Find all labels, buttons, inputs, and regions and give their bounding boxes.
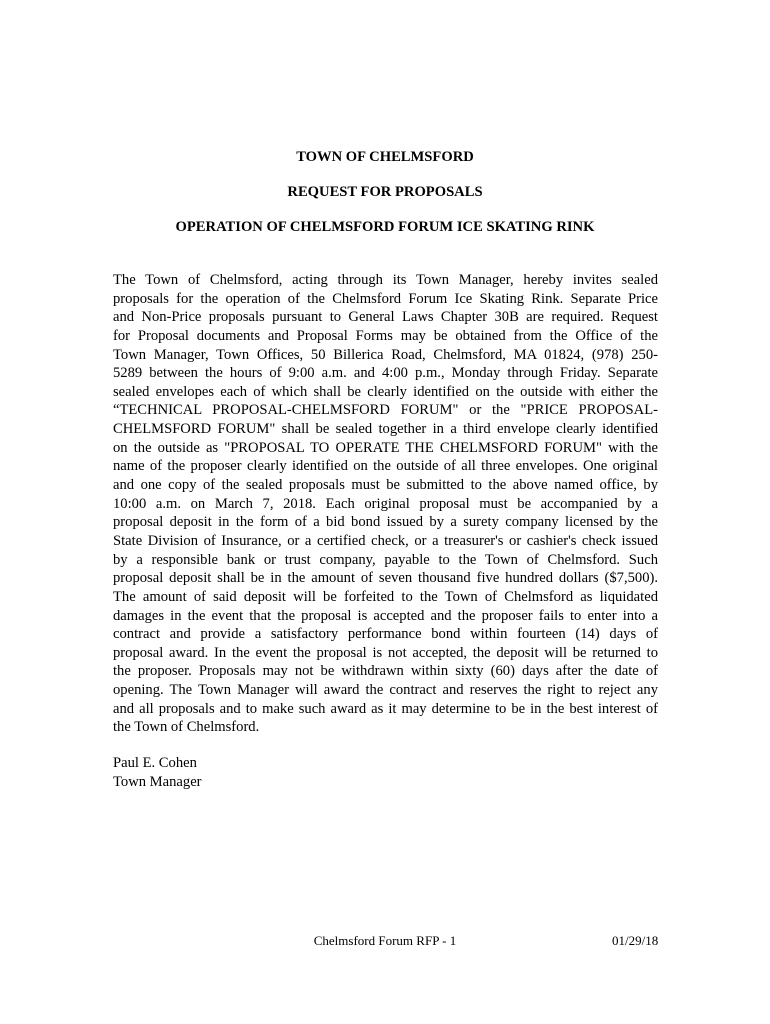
paragraph-line: The Town of Chelmsford, acting through its Town Manager, hereby invites sealed bbox=[113, 272, 658, 288]
paragraph-line: the proposer. Proposals may not be withdrawn within sixty (60) days after the date of bbox=[113, 663, 658, 680]
paragraph-line: CHELMSFORD FORUM" shall be sealed together in a third envelope clearly identified bbox=[113, 421, 658, 438]
signer-title: Town Manager bbox=[113, 773, 202, 790]
paragraph-line: Town Manager, Town Offices, 50 Billerica Road, Chelmsford, MA 01824, (978) 250- bbox=[113, 346, 658, 363]
paragraph-line: State Division of Insurance, or a certified check, or a treasurer's or cashier's check issued bbox=[113, 532, 658, 549]
paragraph-line: proposal deposit in the form of a bid bond issued by a surety company licensed by the bbox=[113, 514, 658, 531]
body-paragraph bbox=[113, 271, 658, 737]
signer-name: Paul E. Cohen bbox=[113, 755, 197, 771]
document-title: TOWN OF CHELMSFORD bbox=[296, 149, 474, 165]
paragraph-line: and one copy of the sealed proposals must be submitted to the above named office, by bbox=[113, 477, 658, 494]
paragraph-line: The amount of said deposit will be forfeited to the Town of Chelmsford as liquidated bbox=[113, 588, 658, 605]
paragraph-line: and Non-Price proposals pursuant to General Laws Chapter 30B are required. Request bbox=[113, 309, 658, 326]
paragraph-line: for Proposal documents and Proposal Forms may be obtained from the Office of the bbox=[113, 327, 658, 344]
paragraph-line: proposal award. In the event the proposal is not accepted, the deposit will be returned to bbox=[113, 644, 658, 661]
signature-block bbox=[113, 754, 202, 791]
footer-date: 01/29/18 bbox=[612, 933, 659, 948]
paragraph-line: sealed envelopes each of which shall be clearly identified on the outside with either the bbox=[113, 383, 658, 400]
paragraph-line: damages in the event that the proposal is accepted and the proposer fails to enter into a bbox=[113, 607, 658, 624]
paragraph-line: proposal deposit shall be in the amount of seven thousand five hundred dollars ($7,500). bbox=[113, 570, 658, 587]
paragraph-line: 5289 between the hours of 9:00 a.m. and 4:00 p.m., Monday through Friday. Separate bbox=[113, 365, 658, 382]
paragraph-line: by a responsible bank or trust company, payable to the Town of Chelmsford. Such bbox=[113, 551, 658, 568]
paragraph-line: 10:00 a.m. on March 7, 2018. Each original proposal must be accompanied by a bbox=[113, 495, 658, 512]
paragraph-line: proposals for the operation of the Chelmsford Forum Ice Skating Rink. Separate Price bbox=[113, 290, 658, 307]
paragraph-line: opening. The Town Manager will award the contract and reserves the right to reject any bbox=[113, 682, 658, 699]
paragraph-line: on the outside as "PROPOSAL TO OPERATE THE CHELMSFORD FORUM" with the bbox=[113, 439, 658, 456]
paragraph-line: and all proposals and to make such award as it may determine to be in the best interest of bbox=[113, 700, 658, 717]
paragraph-line: “TECHNICAL PROPOSAL-CHELMSFORD FORUM" or the "PRICE PROPOSAL- bbox=[113, 402, 658, 419]
document-project-title: OPERATION OF CHELMSFORD FORUM ICE SKATING RINK bbox=[175, 219, 595, 235]
footer-page-label: Chelmsford Forum RFP - 1 bbox=[313, 933, 457, 948]
paragraph-line: name of the proposer clearly identified on the outside of all three envelopes. One original bbox=[113, 458, 658, 475]
document-subtitle: REQUEST FOR PROPOSALS bbox=[287, 184, 483, 200]
paragraph-line: the Town of Chelmsford. bbox=[113, 719, 260, 736]
paragraph-line: contract and provide a satisfactory performance bond within fourteen (14) days of bbox=[113, 626, 658, 643]
